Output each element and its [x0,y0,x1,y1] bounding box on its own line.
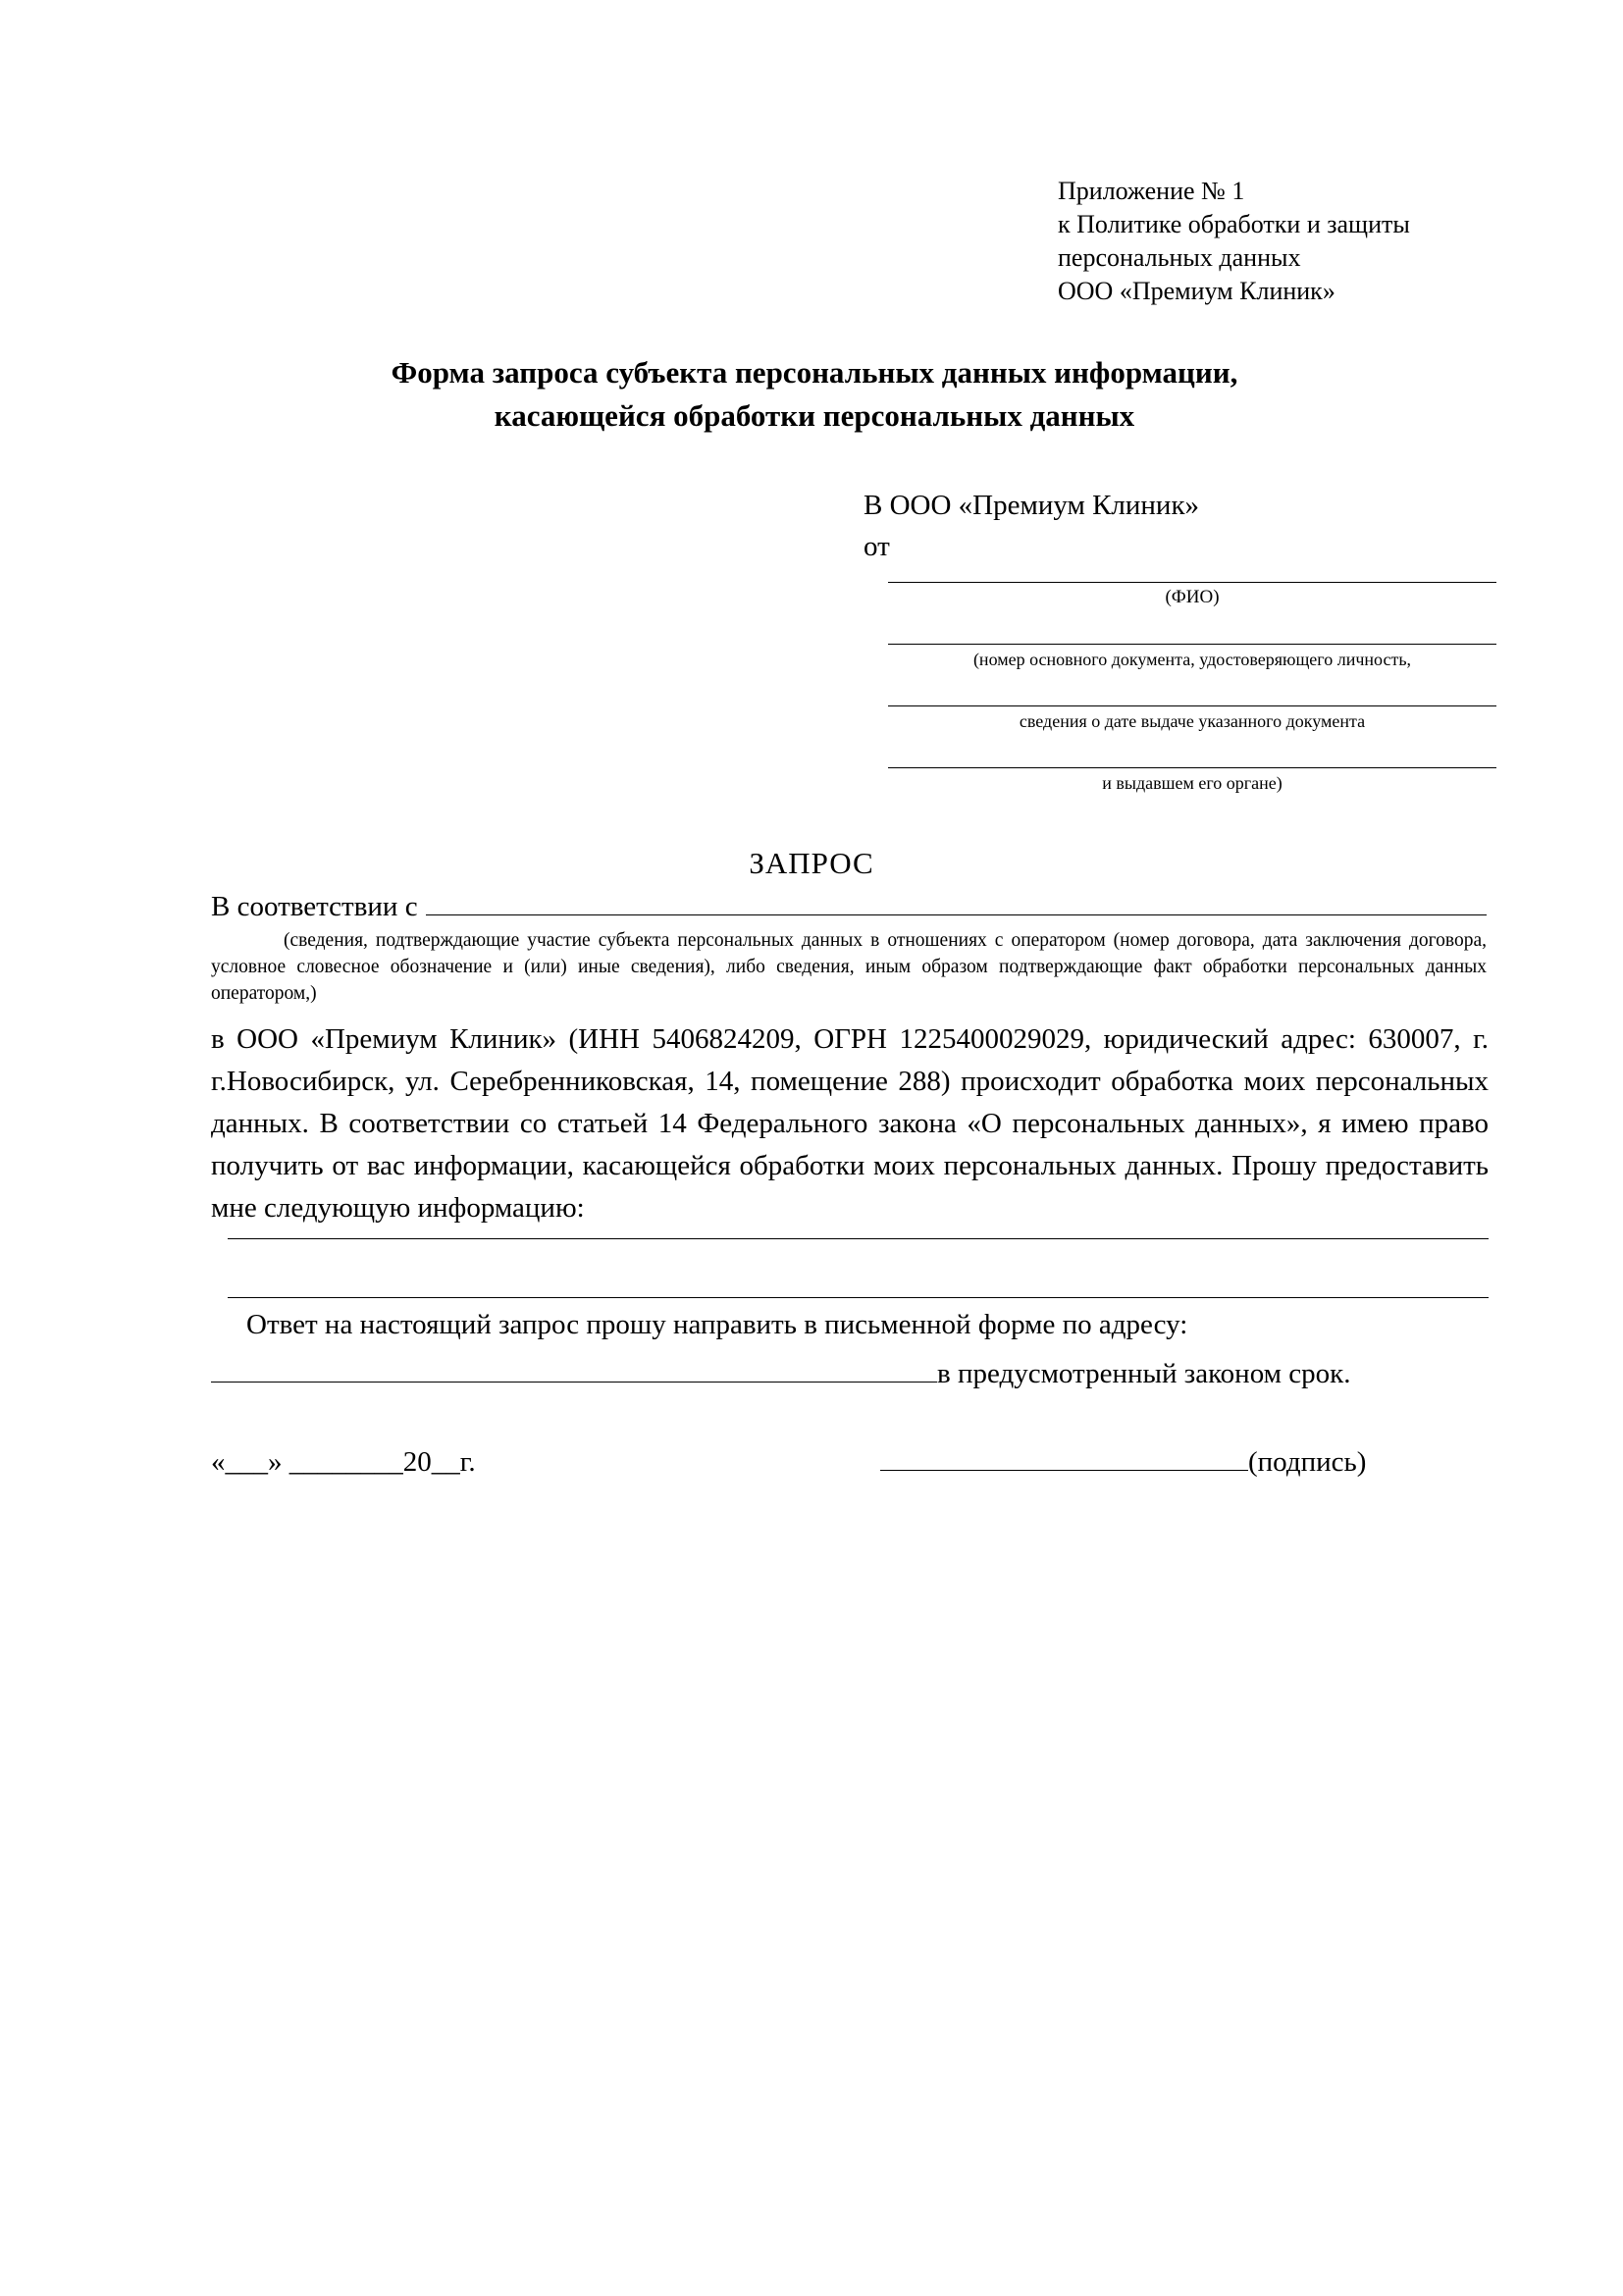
doc-number-caption: (номер основного документа, удостоверяющего личность, [972,650,1412,669]
doc-issuer-caption: и выдавшем его органе) [1102,773,1283,793]
signature-field-group [880,1442,1366,1482]
body-paragraph: в ООО «Премиум Клиник» (ИНН 5406824209, ОГРН 1225400029029, юридический адрес: 630007, г. г.Новосибирск, ул. Серебренниковская, 14, помещение 288) происходит обработка моих персональных данных. В соответствии со статьей 14 Федерального закона «О персональных данных», я имею право получить от вас информации, касающейся обработки моих персональных данных. Прошу предоставить мне следующую информацию: [211,1023,1489,1224]
info-request-line-1[interactable] [228,1238,1489,1239]
answer-delivery-sentence: Ответ на настоящий запрос прошу направить в письменной форме по адресу: [246,1309,1188,1340]
info-request-line-2[interactable] [228,1297,1489,1298]
answer-address-input-rule[interactable] [211,1356,937,1383]
from-label: от [864,531,890,562]
date-field[interactable]: «___» ________20__г. [211,1446,476,1478]
answer-address-line [211,1352,1489,1395]
doc-date-input-rule[interactable] [888,678,1496,706]
appendix-line-1: Приложение № 1 [1058,177,1245,205]
doc-date-caption: сведения о дате выдаче указанного документа [1019,711,1366,731]
page-title-line-2: касающейся обработки персональных данных [494,398,1135,433]
field-doc-number [888,616,1496,672]
in-accordance-label: В соответствии с [211,891,418,922]
in-accordance-note-text: (сведения, подтверждающие участие субъекта персональных данных в отношениях с оператором (номер договора, дата заключения договора, условное словесное обозначение и (или) иные сведения), либо сведения, иным образом подтверждающие факт обработки персональных данных оператором,) [211,930,1487,1004]
appendix-line-3: персональных данных [1058,243,1301,272]
field-fio [888,554,1496,610]
applicant-fields [888,554,1496,802]
fio-caption: (ФИО) [1165,587,1220,607]
request-heading: ЗАПРОС [749,846,874,880]
answer-term-text: в предусмотренный законом срок. [937,1358,1351,1389]
addressee-organization: В ООО «Премиум Клиник» [864,490,1200,521]
doc-issuer-input-rule[interactable] [888,740,1496,768]
appendix-line-4: ООО «Премиум Клиник» [1058,277,1335,305]
answer-delivery-text [211,1303,1489,1346]
field-doc-issuer [888,740,1496,796]
fio-input-rule[interactable] [888,554,1496,583]
appendix-line-2: к Политике обработки и защиты [1058,210,1410,238]
page-title [226,351,1403,438]
signature-caption: (подпись) [1248,1446,1367,1478]
doc-number-input-rule[interactable] [888,616,1496,645]
in-accordance-note [211,927,1487,1007]
appendix-header [1058,175,1568,308]
signature-input-rule[interactable] [880,1446,1248,1471]
page-title-line-1: Форма запроса субъекта персональных данных информации, [391,355,1238,390]
field-doc-date [888,678,1496,734]
in-accordance-line [211,888,1487,925]
in-accordance-input-rule[interactable] [426,889,1487,915]
